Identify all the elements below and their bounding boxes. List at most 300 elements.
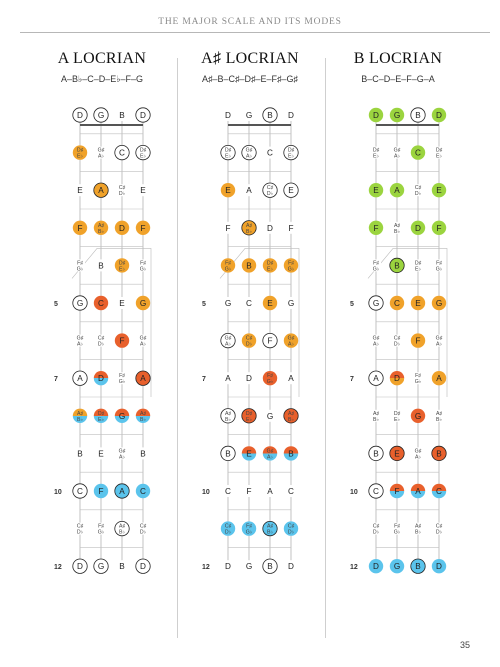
note-label: B (119, 562, 125, 572)
note-marker (115, 258, 129, 272)
note-marker (411, 484, 425, 498)
note-marker (94, 559, 108, 573)
note-marker (263, 258, 277, 272)
note-marker (413, 259, 423, 272)
note-marker (390, 446, 404, 460)
note-label: C (119, 148, 125, 158)
note-marker (265, 222, 275, 234)
note-marker (244, 109, 254, 121)
note-label: C♯ D♭ (372, 523, 380, 536)
note-marker (221, 183, 235, 197)
note-label: F (77, 223, 83, 233)
note-label: D (119, 223, 125, 233)
note-label: C (415, 148, 421, 158)
note-marker (73, 409, 87, 423)
note-label: G (435, 299, 443, 308)
note-label: G (76, 299, 84, 308)
note-label: A (225, 374, 231, 384)
note-marker (263, 108, 277, 122)
note-label: B (415, 562, 421, 572)
note-marker (117, 372, 127, 385)
note-marker (242, 521, 256, 535)
note-marker (369, 371, 383, 385)
note-label: G♯ A♭ (435, 335, 443, 348)
note-label: B (98, 261, 104, 271)
note-label: C (436, 487, 442, 496)
note-label: B (415, 111, 421, 120)
note-marker (413, 372, 423, 385)
note-marker (115, 221, 129, 235)
note-label: G♯ A♭ (372, 335, 380, 348)
note-marker (73, 296, 87, 310)
note-label: A♯ B♭ (266, 523, 274, 536)
note-label: F♯ G♭ (118, 373, 126, 386)
note-label: B (267, 562, 273, 572)
note-label: F♯ G♭ (393, 523, 401, 536)
note-marker (117, 560, 127, 572)
note-marker (390, 108, 404, 122)
note-label: D (77, 111, 83, 120)
note-marker (138, 335, 148, 348)
note-label: G♯ A♭ (287, 335, 295, 348)
note-marker (263, 333, 277, 347)
note-marker (390, 183, 404, 197)
note-label: E (394, 449, 400, 459)
note-label: D♯ E♭ (287, 147, 295, 160)
note-label: E (267, 299, 273, 308)
note-label: A♯ B♭ (372, 410, 380, 423)
note-marker (432, 183, 446, 197)
note-label: B (373, 449, 379, 459)
note-label: B (225, 449, 231, 459)
note-label: F (225, 223, 231, 233)
note-marker (265, 485, 275, 497)
note-marker (434, 410, 444, 423)
note-marker (94, 371, 108, 385)
note-marker (244, 184, 254, 196)
note-label: B (394, 261, 400, 271)
note-marker (390, 559, 404, 573)
note-label: B (140, 449, 146, 459)
note-label: C♯ D♭ (414, 185, 422, 198)
note-marker (392, 147, 402, 160)
note-marker (242, 258, 256, 272)
note-marker (392, 523, 402, 536)
note-label: E (225, 186, 231, 196)
note-label: F♯ G♭ (287, 260, 295, 273)
note-label: D (436, 111, 442, 120)
note-marker (244, 297, 254, 309)
note-marker (242, 409, 256, 423)
note-marker (432, 371, 446, 385)
note-marker (286, 485, 296, 497)
note-label: F♯ G♭ (435, 260, 443, 273)
note-label: G (224, 299, 232, 308)
note-label: A (77, 374, 83, 384)
note-label: G (118, 411, 126, 421)
note-label: C (225, 487, 231, 496)
note-marker (242, 333, 256, 347)
note-marker (115, 521, 129, 535)
note-marker (96, 335, 106, 348)
note-label: F (119, 336, 125, 346)
note-marker (286, 560, 296, 572)
note-marker (138, 447, 148, 459)
note-label: G (287, 299, 295, 308)
note-marker (432, 221, 446, 235)
note-label: C♯ D♭ (139, 523, 147, 536)
note-label: G (245, 562, 253, 572)
note-label: C♯ D♭ (245, 335, 253, 348)
note-label: A♯ B♭ (76, 410, 84, 423)
note-label: D♯ E♭ (414, 260, 422, 273)
note-label: C (373, 487, 379, 496)
note-label: A (98, 186, 104, 196)
note-label: G♯ A♭ (76, 335, 84, 348)
note-label: C♯ D♭ (266, 185, 274, 198)
note-marker (286, 109, 296, 121)
note-label: G (139, 299, 147, 308)
note-marker (286, 222, 296, 234)
note-label: E (119, 299, 125, 308)
note-label: G♯ A♭ (224, 335, 232, 348)
note-label: D (373, 562, 379, 572)
fret-number: 10 (202, 489, 210, 496)
note-label: A (119, 487, 125, 496)
note-label: C♯ D♭ (393, 335, 401, 348)
note-marker (115, 409, 129, 423)
note-marker (263, 521, 277, 535)
note-label: F♯ G♭ (266, 373, 274, 386)
note-label: C (140, 487, 146, 496)
fret-number: 10 (350, 489, 358, 496)
note-label: C (246, 299, 252, 308)
note-label: C (288, 487, 294, 496)
column-notes-b-locrian: B–C–D–E–F–G–A (361, 74, 435, 84)
note-label: D♯ E♭ (118, 260, 126, 273)
fret-number: 10 (54, 489, 62, 496)
note-label: F♯ G♭ (414, 373, 422, 386)
note-marker (75, 184, 85, 196)
note-marker (117, 109, 127, 121)
note-label: C (98, 299, 104, 308)
note-label: F♯ G♭ (372, 260, 380, 273)
note-marker (411, 559, 425, 573)
note-label: F♯ G♭ (139, 260, 147, 273)
note-marker (244, 485, 254, 497)
note-label: D (436, 562, 442, 572)
note-label: F (394, 487, 400, 496)
note-label: D♯ E♭ (76, 147, 84, 160)
note-marker (369, 559, 383, 573)
note-label: A♯ B♭ (414, 523, 422, 536)
note-label: A♯ B♭ (97, 222, 105, 235)
fret-number: 12 (202, 564, 210, 572)
note-label: D (246, 374, 252, 384)
note-label: D♯ E♭ (393, 410, 401, 423)
note-marker (244, 372, 254, 384)
note-marker (221, 446, 235, 460)
note-label: G (266, 411, 274, 421)
note-marker (434, 335, 444, 348)
note-label: E (288, 186, 294, 196)
note-label: F♯ G♭ (76, 260, 84, 273)
note-marker (286, 372, 296, 384)
note-marker (392, 410, 402, 423)
note-marker (94, 183, 108, 197)
note-marker (242, 446, 256, 460)
note-label: D♯ E♭ (224, 147, 232, 160)
note-label: F (436, 223, 442, 233)
note-marker (263, 296, 277, 310)
note-marker (117, 184, 127, 197)
note-label: G♯ A♭ (393, 147, 401, 160)
fret-number: 7 (54, 376, 58, 384)
fret-number: 5 (350, 301, 354, 308)
fret-number: 7 (202, 376, 206, 384)
note-marker (432, 108, 446, 122)
fret-number: 5 (202, 301, 206, 308)
note-label: D♯ E♭ (97, 410, 105, 423)
note-marker (223, 560, 233, 572)
note-label: A♯ B♭ (287, 410, 295, 423)
note-marker (369, 221, 383, 235)
fret-number: 12 (350, 564, 358, 572)
note-label: F (98, 487, 104, 496)
note-marker (371, 523, 381, 536)
note-label: F♯ G♭ (245, 523, 253, 536)
note-marker (94, 409, 108, 423)
note-marker (115, 333, 129, 347)
note-marker (411, 108, 425, 122)
note-marker (221, 409, 235, 423)
note-label: G (414, 411, 422, 421)
column-title-b-locrian: B LOCRIAN (353, 50, 443, 67)
note-label: F (267, 336, 273, 346)
note-marker (369, 296, 383, 310)
note-marker (432, 446, 446, 460)
note-marker (263, 371, 277, 385)
column-notes-a-locrian: A–B♭–C–D–E♭–F–G (60, 74, 144, 84)
note-label: A (288, 374, 294, 384)
note-marker (96, 147, 106, 160)
note-label: F (246, 487, 252, 496)
note-marker (73, 108, 87, 122)
note-label: D (140, 111, 146, 120)
note-label: C (394, 299, 400, 308)
note-label: B (77, 449, 83, 459)
note-label: G (97, 111, 105, 120)
note-label: A♯ B♭ (245, 222, 253, 235)
note-marker (223, 222, 233, 234)
note-label: D (267, 223, 273, 233)
note-marker (263, 446, 277, 460)
note-marker (371, 335, 381, 348)
note-label: D (415, 223, 421, 233)
note-marker (432, 559, 446, 573)
note-marker (263, 183, 277, 197)
note-label: A♯ B♭ (393, 222, 401, 235)
note-label: E (373, 186, 379, 196)
note-label: A (373, 374, 379, 384)
note-label: D♯ E♭ (245, 410, 253, 423)
note-label: G (372, 299, 380, 308)
note-marker (221, 333, 235, 347)
note-marker (223, 109, 233, 121)
note-label: G♯ A♭ (414, 448, 422, 461)
fret-number: 5 (54, 301, 58, 308)
note-marker (73, 484, 87, 498)
note-marker (138, 523, 148, 536)
note-marker (413, 447, 423, 460)
note-label: D♯ E♭ (372, 147, 380, 160)
note-label: C (77, 487, 83, 496)
note-marker (117, 297, 127, 309)
note-marker (413, 184, 423, 197)
note-marker (223, 485, 233, 497)
note-label: D♯ E♭ (435, 147, 443, 160)
fretboard-b-locrian (296, 0, 471, 667)
note-marker (73, 559, 87, 573)
note-marker (390, 484, 404, 498)
note-label: F (373, 223, 379, 233)
note-marker (432, 296, 446, 310)
column-notes-a-sharp-locrian: A♯–B–C♯–D♯–E–F♯–G♯ (201, 74, 299, 84)
note-marker (221, 258, 235, 272)
note-label: F (288, 223, 294, 233)
note-marker (244, 560, 254, 572)
note-marker (115, 484, 129, 498)
note-label: D (225, 562, 231, 572)
note-label: E (415, 299, 421, 308)
note-label: G (393, 562, 401, 572)
note-label: A (267, 487, 273, 496)
note-marker (242, 145, 256, 159)
note-label: C♯ D♭ (97, 335, 105, 348)
note-marker (73, 371, 87, 385)
note-marker (223, 297, 233, 309)
note-marker (286, 297, 296, 309)
note-marker (390, 258, 404, 272)
note-label: A♯ B♭ (139, 410, 147, 423)
note-marker (94, 221, 108, 235)
note-marker (73, 221, 87, 235)
note-label: E (436, 186, 442, 196)
note-label: F (415, 336, 421, 346)
note-label: G♯ A♭ (266, 448, 274, 461)
note-label: E (246, 449, 252, 459)
note-marker (263, 559, 277, 573)
note-label: C♯ D♭ (287, 523, 295, 536)
note-marker (369, 446, 383, 460)
note-marker (138, 184, 148, 196)
note-label: A (415, 487, 421, 496)
note-label: C♯ D♭ (435, 523, 443, 536)
note-marker (75, 259, 85, 272)
note-label: C♯ D♭ (76, 523, 84, 536)
note-marker (221, 521, 235, 535)
note-label: G♯ A♭ (118, 448, 126, 461)
column-title-a-sharp-locrian: A♯ LOCRIAN (201, 50, 299, 67)
note-label: D (225, 111, 231, 120)
note-label: D (394, 374, 400, 384)
note-marker (96, 523, 106, 536)
note-label: E (140, 186, 146, 196)
note-marker (94, 108, 108, 122)
note-label: A♯ B♭ (224, 410, 232, 423)
note-marker (411, 409, 425, 423)
note-marker (117, 447, 127, 460)
note-marker (369, 183, 383, 197)
note-marker (94, 296, 108, 310)
note-marker (138, 259, 148, 272)
note-label: A♯ B♭ (435, 410, 443, 423)
note-marker (392, 222, 402, 235)
note-label: D (98, 374, 104, 384)
note-marker (413, 523, 423, 536)
note-marker (371, 410, 381, 423)
page-number: 35 (459, 640, 470, 650)
fret-number: 7 (350, 376, 354, 384)
note-label: B (436, 449, 442, 459)
note-label: G♯ A♭ (139, 335, 147, 348)
note-marker (432, 484, 446, 498)
note-marker (265, 410, 275, 422)
page-header: THE MAJOR SCALE AND ITS MODES (158, 17, 342, 27)
note-marker (411, 145, 425, 159)
note-label: G (245, 111, 253, 120)
note-label: A (246, 186, 252, 196)
note-label: C (267, 148, 273, 158)
note-label: E (77, 186, 83, 196)
note-label: D (373, 111, 379, 120)
note-marker (73, 145, 87, 159)
note-label: D (140, 562, 146, 572)
note-label: B (267, 111, 273, 120)
note-label: G (393, 111, 401, 120)
note-label: F♯ G♭ (224, 260, 232, 273)
note-marker (96, 259, 106, 271)
note-label: B (288, 449, 294, 459)
note-label: A (140, 374, 146, 384)
note-marker (242, 221, 256, 235)
note-label: B (246, 261, 252, 271)
note-marker (411, 296, 425, 310)
note-marker (115, 145, 129, 159)
note-label: A (394, 186, 400, 196)
note-label: C♯ D♭ (118, 185, 126, 198)
note-marker (392, 335, 402, 348)
note-marker (411, 333, 425, 347)
note-marker (371, 259, 381, 272)
note-label: A (436, 374, 442, 384)
note-label: F♯ G♭ (97, 523, 105, 536)
note-label: B (119, 111, 125, 120)
note-label: G♯ A♭ (97, 147, 105, 160)
column-title-a-locrian: A LOCRIAN (57, 50, 147, 67)
note-marker (434, 259, 444, 272)
fret-number: 12 (54, 564, 62, 572)
note-marker (390, 371, 404, 385)
note-label: D (288, 562, 294, 572)
note-marker (434, 147, 444, 160)
note-marker (265, 147, 275, 159)
note-marker (75, 335, 85, 348)
note-marker (223, 372, 233, 384)
note-label: G (97, 562, 105, 572)
note-label: D♯ E♭ (266, 260, 274, 273)
note-label: E (98, 449, 104, 459)
